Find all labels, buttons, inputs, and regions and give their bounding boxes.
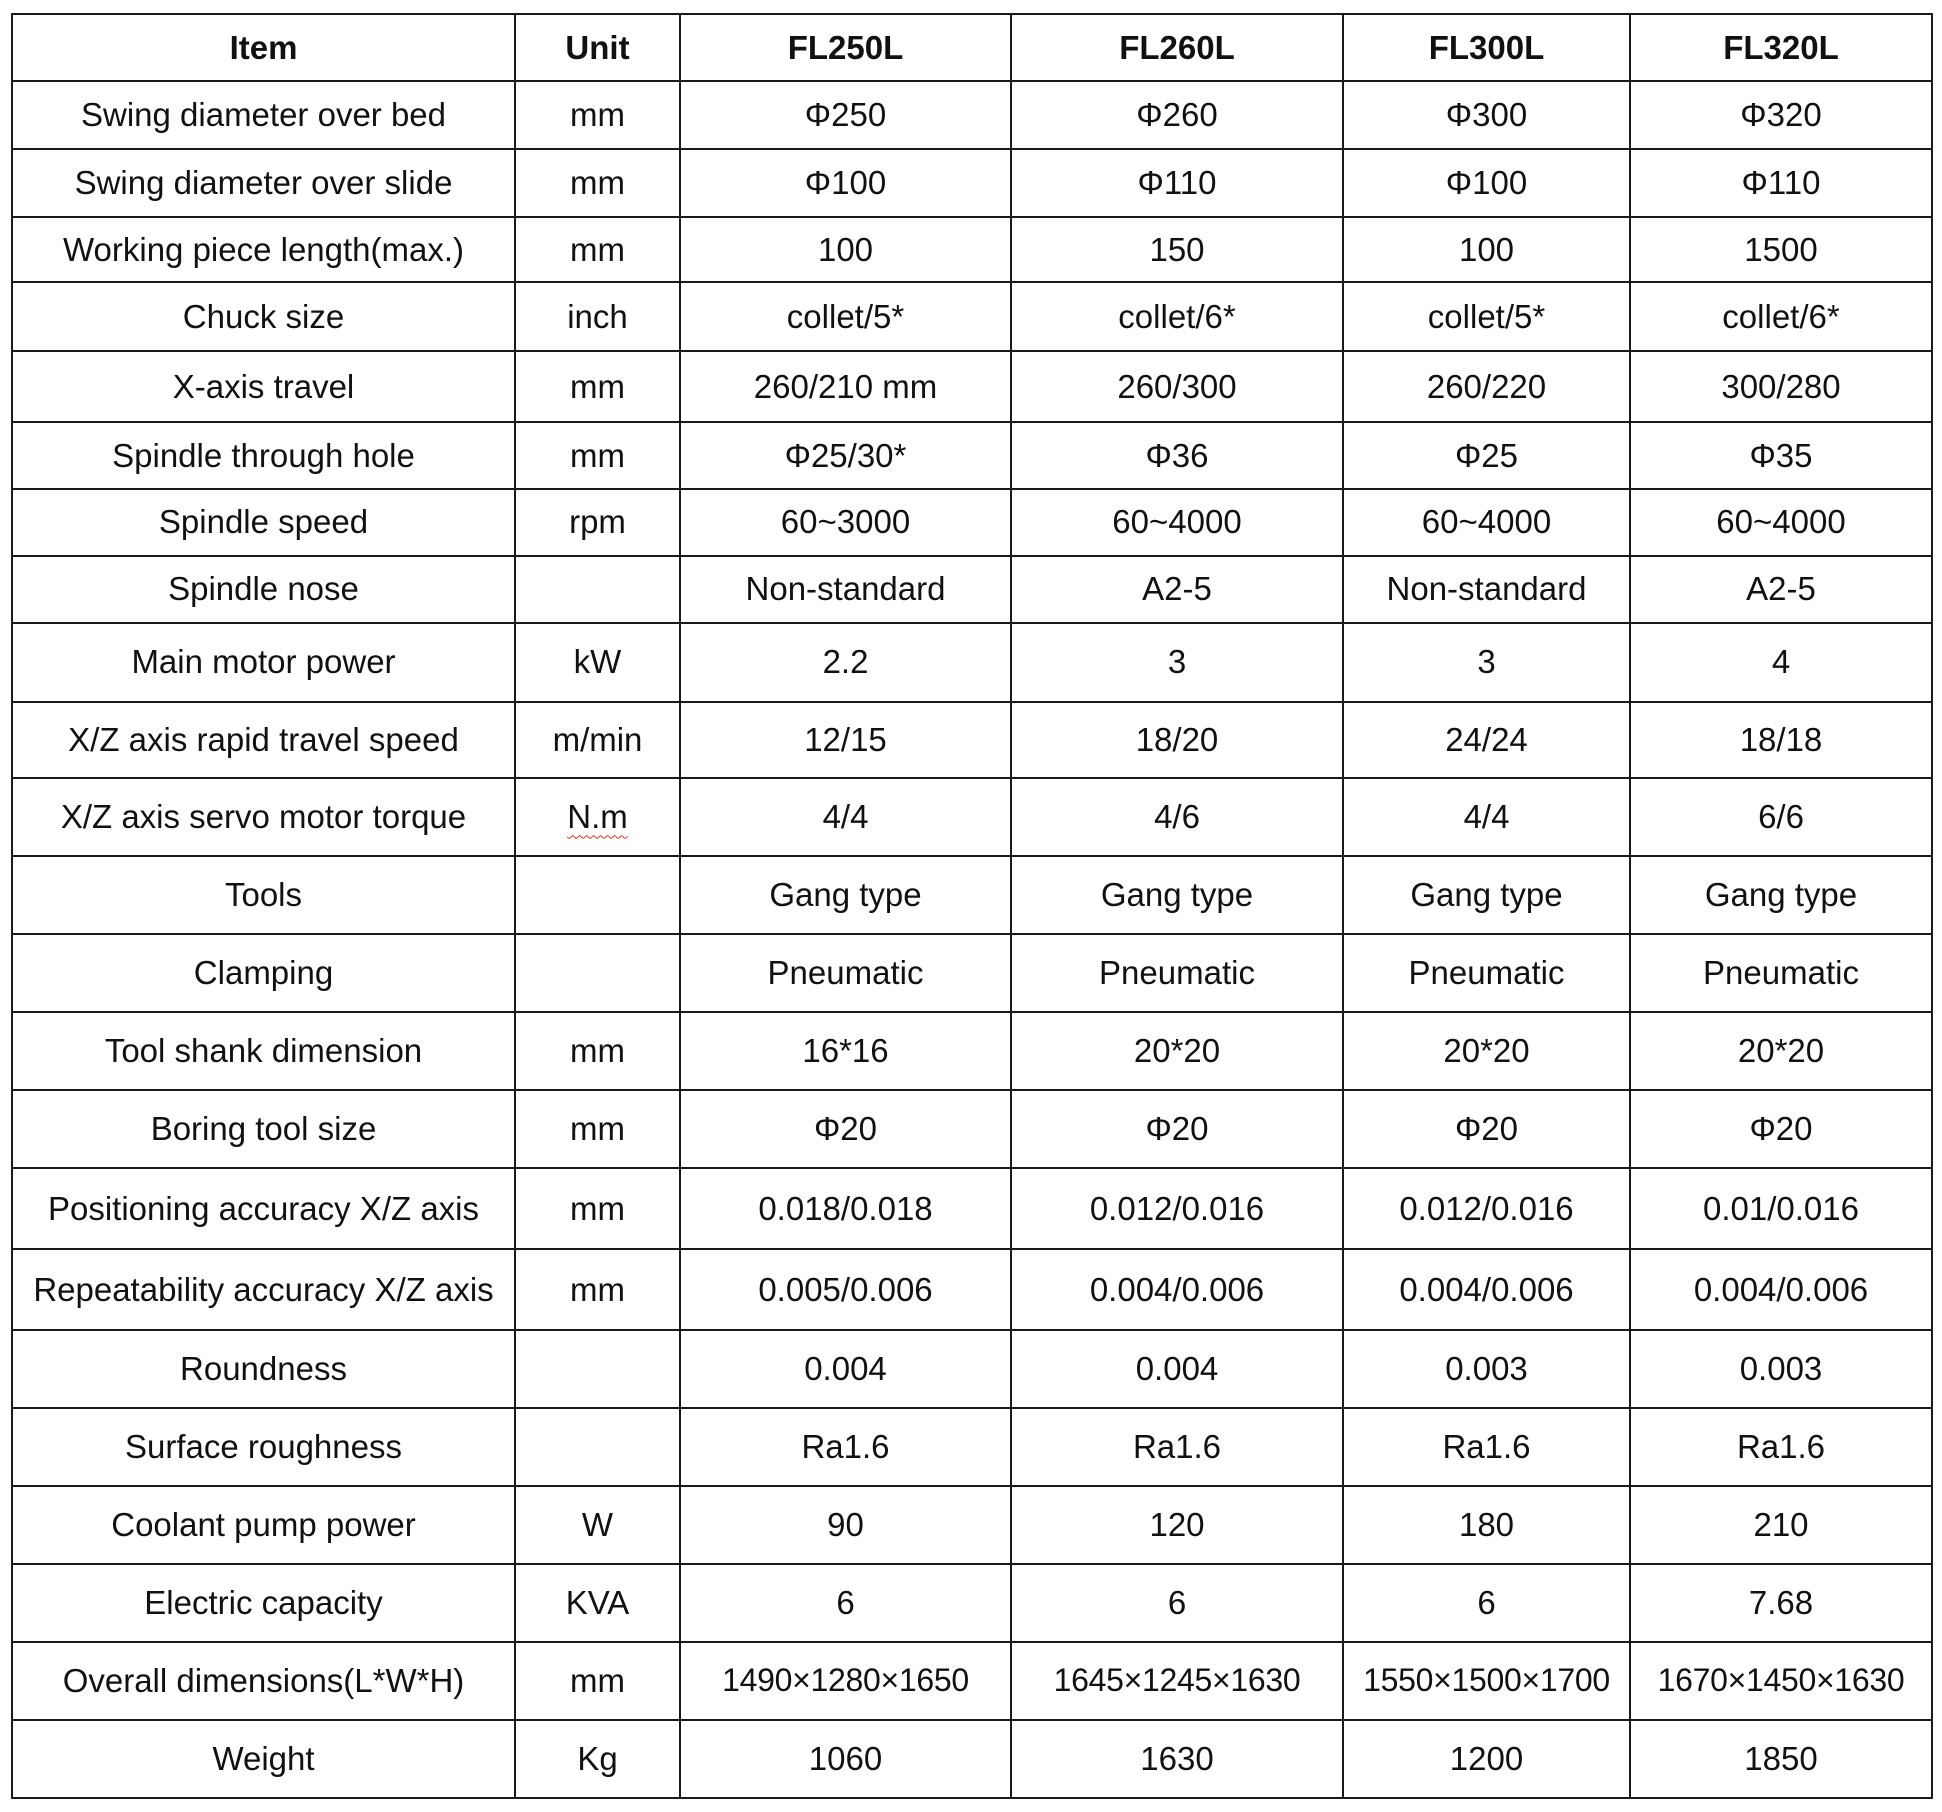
cell-fl320l: 4 <box>1630 623 1932 702</box>
cell-fl260l: Φ36 <box>1011 422 1343 489</box>
header-fl300l: FL300L <box>1343 14 1630 81</box>
cell-fl250l: 90 <box>680 1486 1011 1564</box>
cell-item: Surface roughness <box>12 1408 515 1486</box>
cell-unit: mm <box>515 351 680 422</box>
cell-unit: inch <box>515 282 680 351</box>
cell-unit: mm <box>515 81 680 149</box>
cell-fl250l: 0.004 <box>680 1330 1011 1408</box>
cell-fl320l: Φ110 <box>1630 149 1932 217</box>
header-fl260l: FL260L <box>1011 14 1343 81</box>
cell-fl250l: collet/5* <box>680 282 1011 351</box>
cell-fl300l: Φ25 <box>1343 422 1630 489</box>
cell-fl320l: 6/6 <box>1630 778 1932 856</box>
cell-fl250l: 100 <box>680 217 1011 283</box>
cell-fl300l: 1550×1500×1700 <box>1343 1642 1630 1720</box>
cell-item: Repeatability accuracy X/Z axis <box>12 1249 515 1330</box>
cell-fl250l: Φ250 <box>680 81 1011 149</box>
cell-fl320l: 1670×1450×1630 <box>1630 1642 1932 1720</box>
cell-fl300l: Φ100 <box>1343 149 1630 217</box>
table-row <box>12 81 1932 149</box>
cell-unit <box>515 1408 680 1486</box>
table-row <box>12 489 1932 556</box>
cell-fl260l: 18/20 <box>1011 702 1343 779</box>
cell-unit <box>515 934 680 1012</box>
cell-fl260l: 0.004/0.006 <box>1011 1249 1343 1330</box>
cell-unit: mm <box>515 1090 680 1168</box>
cell-fl300l: 4/4 <box>1343 778 1630 856</box>
cell-unit <box>515 556 680 623</box>
cell-item: Electric capacity <box>12 1564 515 1642</box>
cell-fl260l: 6 <box>1011 1564 1343 1642</box>
table-row <box>12 1330 1932 1408</box>
cell-fl300l: 0.003 <box>1343 1330 1630 1408</box>
table-row <box>12 351 1932 422</box>
cell-fl250l: 60~3000 <box>680 489 1011 556</box>
cell-fl260l: Pneumatic <box>1011 934 1343 1012</box>
cell-fl250l: 2.2 <box>680 623 1011 702</box>
cell-unit: mm <box>515 422 680 489</box>
cell-fl260l: 150 <box>1011 217 1343 283</box>
cell-fl320l: 18/18 <box>1630 702 1932 779</box>
cell-fl320l: Φ20 <box>1630 1090 1932 1168</box>
cell-fl320l: 300/280 <box>1630 351 1932 422</box>
cell-unit: rpm <box>515 489 680 556</box>
cell-fl260l: Φ110 <box>1011 149 1343 217</box>
cell-item: X/Z axis servo motor torque <box>12 778 515 856</box>
cell-item: Tool shank dimension <box>12 1012 515 1090</box>
cell-item: Coolant pump power <box>12 1486 515 1564</box>
cell-fl300l: Gang type <box>1343 856 1630 934</box>
cell-fl260l: 1645×1245×1630 <box>1011 1642 1343 1720</box>
header-row <box>12 14 1932 81</box>
spec-table-header <box>12 14 1932 81</box>
cell-fl320l: 1500 <box>1630 217 1932 283</box>
cell-fl250l: 4/4 <box>680 778 1011 856</box>
spec-table <box>11 13 1933 1799</box>
cell-fl300l: Pneumatic <box>1343 934 1630 1012</box>
cell-fl300l: 20*20 <box>1343 1012 1630 1090</box>
cell-fl300l: 3 <box>1343 623 1630 702</box>
cell-fl300l: Non-standard <box>1343 556 1630 623</box>
cell-fl250l: 260/210 mm <box>680 351 1011 422</box>
header-unit: Unit <box>515 14 680 81</box>
cell-fl300l: 6 <box>1343 1564 1630 1642</box>
cell-item: Swing diameter over slide <box>12 149 515 217</box>
cell-fl250l: Pneumatic <box>680 934 1011 1012</box>
table-row <box>12 1642 1932 1720</box>
cell-item: Boring tool size <box>12 1090 515 1168</box>
cell-item: Spindle through hole <box>12 422 515 489</box>
cell-item: Spindle nose <box>12 556 515 623</box>
cell-fl260l: 20*20 <box>1011 1012 1343 1090</box>
table-row <box>12 1564 1932 1642</box>
cell-fl300l: collet/5* <box>1343 282 1630 351</box>
cell-fl320l: 1850 <box>1630 1720 1932 1798</box>
cell-fl260l: Ra1.6 <box>1011 1408 1343 1486</box>
cell-fl320l: A2-5 <box>1630 556 1932 623</box>
table-row <box>12 1720 1932 1798</box>
header-fl250l: FL250L <box>680 14 1011 81</box>
cell-fl320l: Pneumatic <box>1630 934 1932 1012</box>
cell-item: Tools <box>12 856 515 934</box>
cell-fl250l: 1490×1280×1650 <box>680 1642 1011 1720</box>
cell-fl250l: 12/15 <box>680 702 1011 779</box>
cell-fl300l: 1200 <box>1343 1720 1630 1798</box>
cell-item: Overall dimensions(L*W*H) <box>12 1642 515 1720</box>
cell-item: X-axis travel <box>12 351 515 422</box>
table-row <box>12 1486 1932 1564</box>
cell-item: X/Z axis rapid travel speed <box>12 702 515 779</box>
table-row <box>12 1249 1932 1330</box>
cell-fl260l: 120 <box>1011 1486 1343 1564</box>
cell-item: Chuck size <box>12 282 515 351</box>
cell-item: Swing diameter over bed <box>12 81 515 149</box>
cell-fl320l: Gang type <box>1630 856 1932 934</box>
cell-fl320l: 0.003 <box>1630 1330 1932 1408</box>
cell-fl320l: 0.01/0.016 <box>1630 1168 1932 1249</box>
header-fl320l: FL320L <box>1630 14 1932 81</box>
cell-unit: mm <box>515 1012 680 1090</box>
cell-fl250l: Φ25/30* <box>680 422 1011 489</box>
cell-fl250l: Φ100 <box>680 149 1011 217</box>
cell-fl260l: A2-5 <box>1011 556 1343 623</box>
table-row <box>12 1408 1932 1486</box>
cell-unit <box>515 778 680 856</box>
spec-sheet <box>11 13 1931 1799</box>
cell-unit: mm <box>515 149 680 217</box>
cell-fl320l: 0.004/0.006 <box>1630 1249 1932 1330</box>
cell-fl300l: 0.012/0.016 <box>1343 1168 1630 1249</box>
cell-fl250l: 0.018/0.018 <box>680 1168 1011 1249</box>
cell-fl320l: collet/6* <box>1630 282 1932 351</box>
cell-item: Main motor power <box>12 623 515 702</box>
cell-fl260l: Φ20 <box>1011 1090 1343 1168</box>
cell-unit: mm <box>515 1249 680 1330</box>
cell-unit: KVA <box>515 1564 680 1642</box>
spec-table-body <box>12 81 1932 1798</box>
cell-fl320l: 210 <box>1630 1486 1932 1564</box>
cell-fl300l: 100 <box>1343 217 1630 283</box>
cell-fl260l: Gang type <box>1011 856 1343 934</box>
table-row <box>12 1012 1932 1090</box>
cell-unit: m/min <box>515 702 680 779</box>
cell-fl320l: 60~4000 <box>1630 489 1932 556</box>
header-item: Item <box>12 14 515 81</box>
table-row <box>12 556 1932 623</box>
cell-fl260l: collet/6* <box>1011 282 1343 351</box>
cell-unit: W <box>515 1486 680 1564</box>
cell-fl250l: 0.005/0.006 <box>680 1249 1011 1330</box>
cell-fl260l: 1630 <box>1011 1720 1343 1798</box>
cell-item: Roundness <box>12 1330 515 1408</box>
cell-fl260l: 0.012/0.016 <box>1011 1168 1343 1249</box>
unit-text: N.m <box>567 798 628 836</box>
cell-item: Weight <box>12 1720 515 1798</box>
cell-unit <box>515 856 680 934</box>
cell-fl320l: 7.68 <box>1630 1564 1932 1642</box>
cell-fl260l: Φ260 <box>1011 81 1343 149</box>
cell-fl250l: 6 <box>680 1564 1011 1642</box>
cell-item: Spindle speed <box>12 489 515 556</box>
cell-fl300l: 0.004/0.006 <box>1343 1249 1630 1330</box>
cell-fl300l: 260/220 <box>1343 351 1630 422</box>
table-row <box>12 282 1932 351</box>
cell-fl250l: Non-standard <box>680 556 1011 623</box>
table-row <box>12 422 1932 489</box>
table-row <box>12 1168 1932 1249</box>
cell-fl300l: Ra1.6 <box>1343 1408 1630 1486</box>
cell-fl250l: 1060 <box>680 1720 1011 1798</box>
cell-fl260l: 260/300 <box>1011 351 1343 422</box>
table-row <box>12 778 1932 856</box>
table-row <box>12 217 1932 283</box>
cell-fl250l: Ra1.6 <box>680 1408 1011 1486</box>
cell-fl260l: 60~4000 <box>1011 489 1343 556</box>
cell-unit: mm <box>515 217 680 283</box>
cell-fl300l: 180 <box>1343 1486 1630 1564</box>
cell-fl300l: Φ20 <box>1343 1090 1630 1168</box>
cell-fl320l: Φ35 <box>1630 422 1932 489</box>
table-row <box>12 623 1932 702</box>
cell-fl250l: Φ20 <box>680 1090 1011 1168</box>
cell-fl300l: 60~4000 <box>1343 489 1630 556</box>
cell-fl320l: Ra1.6 <box>1630 1408 1932 1486</box>
table-row <box>12 1090 1932 1168</box>
cell-fl260l: 4/6 <box>1011 778 1343 856</box>
cell-fl260l: 3 <box>1011 623 1343 702</box>
table-row <box>12 856 1932 934</box>
cell-fl300l: 24/24 <box>1343 702 1630 779</box>
cell-fl320l: Φ320 <box>1630 81 1932 149</box>
cell-fl250l: Gang type <box>680 856 1011 934</box>
cell-item: Clamping <box>12 934 515 1012</box>
table-row <box>12 149 1932 217</box>
cell-item: Positioning accuracy X/Z axis <box>12 1168 515 1249</box>
cell-fl260l: 0.004 <box>1011 1330 1343 1408</box>
table-row <box>12 702 1932 779</box>
cell-unit: mm <box>515 1642 680 1720</box>
cell-fl300l: Φ300 <box>1343 81 1630 149</box>
cell-item: Working piece length(max.) <box>12 217 515 283</box>
table-row <box>12 934 1932 1012</box>
cell-unit: mm <box>515 1168 680 1249</box>
cell-unit <box>515 1330 680 1408</box>
cell-unit: Kg <box>515 1720 680 1798</box>
cell-fl320l: 20*20 <box>1630 1012 1932 1090</box>
cell-unit: kW <box>515 623 680 702</box>
cell-fl250l: 16*16 <box>680 1012 1011 1090</box>
